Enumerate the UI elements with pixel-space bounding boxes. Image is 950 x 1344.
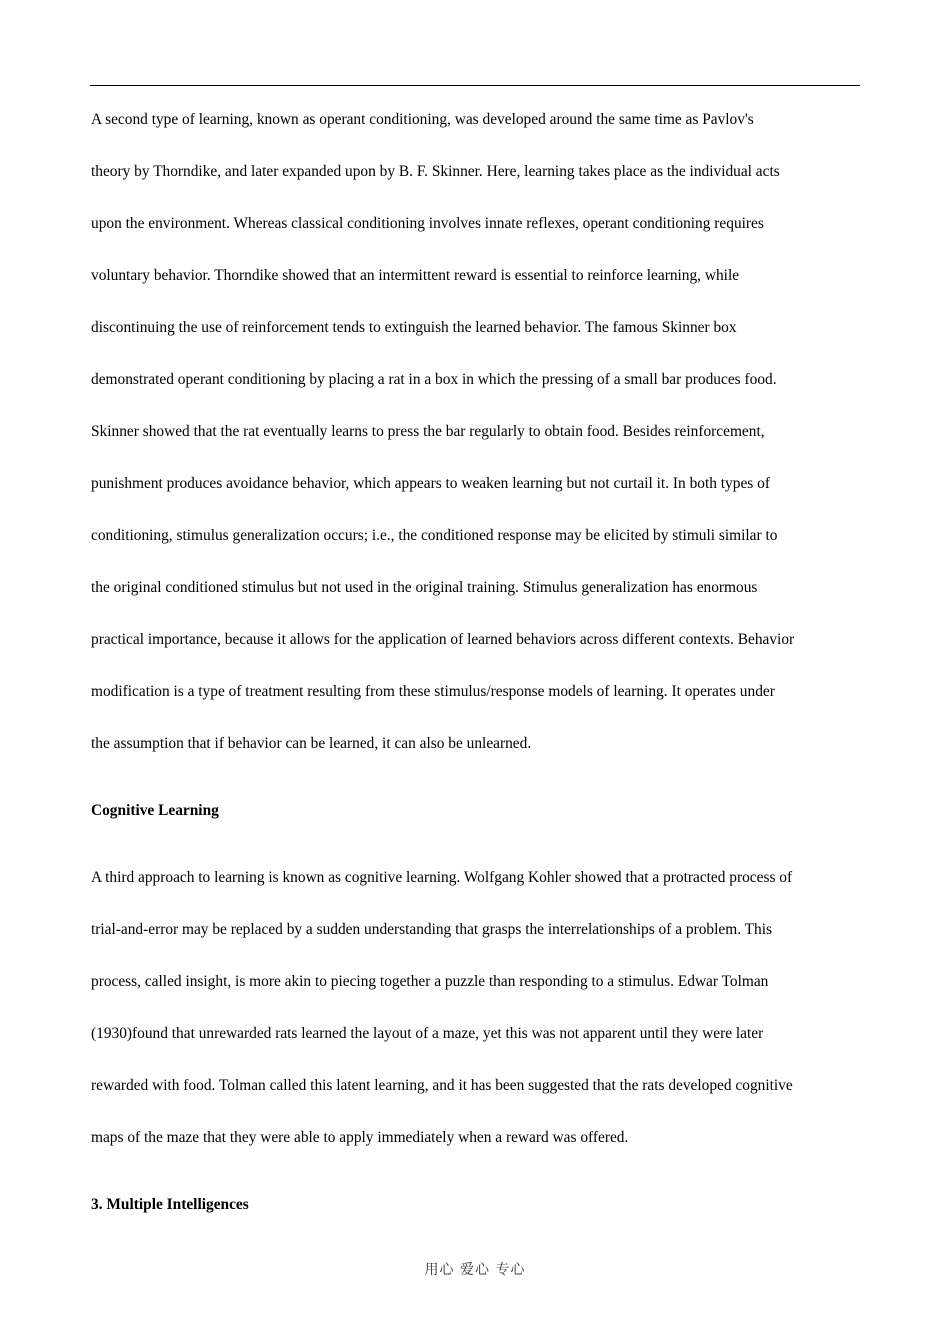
paragraph-line: trial-and-error may be replaced by a sudden understanding that grasps the interrelationships of a problem. This [91, 921, 772, 938]
paragraph-line: voluntary behavior. Thorndike showed that an intermittent reward is essential to reinforce learning, while [91, 267, 740, 284]
paragraph-line: punishment produces avoidance behavior, which appears to weaken learning but not curtail it. In both types of [91, 475, 770, 492]
document-body [91, 94, 861, 1246]
paragraph-line: theory by Thorndike, and later expanded upon by B. F. Skinner. Here, learning takes place as the individual acts [91, 163, 780, 180]
paragraph-operant-conditioning [91, 94, 861, 770]
paragraph-line: the assumption that if behavior can be learned, it can also be unlearned. [91, 735, 532, 752]
paragraph-line: discontinuing the use of reinforcement tends to extinguish the learned behavior. The famous Skinner box [91, 319, 737, 336]
paragraph-cognitive-learning [91, 852, 861, 1164]
paragraph-line: Skinner showed that the rat eventually learns to press the bar regularly to obtain food. Besides reinforcement, [91, 423, 765, 440]
paragraph-line: practical importance, because it allows for the application of learned behaviors across different contexts. Behavior [91, 631, 795, 648]
paragraph-line: the original conditioned stimulus but not used in the original training. Stimulus generalization has enormous [91, 579, 758, 596]
paragraph-line: demonstrated operant conditioning by placing a rat in a box in which the pressing of a small bar produces food. [91, 371, 777, 388]
paragraph-line: rewarded with food. Tolman called this latent learning, and it has been suggested that the rats developed cognitive [91, 1077, 793, 1094]
paragraph-line: conditioning, stimulus generalization occurs; i.e., the conditioned response may be elicited by stimuli similar to [91, 527, 778, 544]
section-heading-multiple-intelligences: 3. Multiple Intelligences [91, 1196, 249, 1213]
paragraph-line: A third approach to learning is known as cognitive learning. Wolfgang Kohler showed that a protracted process of [91, 869, 793, 886]
paragraph-line: A second type of learning, known as operant conditioning, was developed around the same time as Pavlov's [91, 111, 754, 128]
page-footer: 用心 爱心 专心 [424, 1262, 526, 1278]
header-rule [90, 85, 860, 86]
section-heading-cognitive-learning: Cognitive Learning [91, 802, 219, 819]
paragraph-line: maps of the maze that they were able to apply immediately when a reward was offered. [91, 1129, 629, 1146]
paragraph-line: upon the environment. Whereas classical conditioning involves innate reflexes, operant conditioning requires [91, 215, 764, 232]
paragraph-line: process, called insight, is more akin to piecing together a puzzle than responding to a stimulus. Edwar Tolman [91, 973, 769, 990]
paragraph-line: modification is a type of treatment resulting from these stimulus/response models of learning. It operates under [91, 683, 775, 700]
paragraph-line: (1930)found that unrewarded rats learned the layout of a maze, yet this was not apparent until they were later [91, 1025, 764, 1042]
